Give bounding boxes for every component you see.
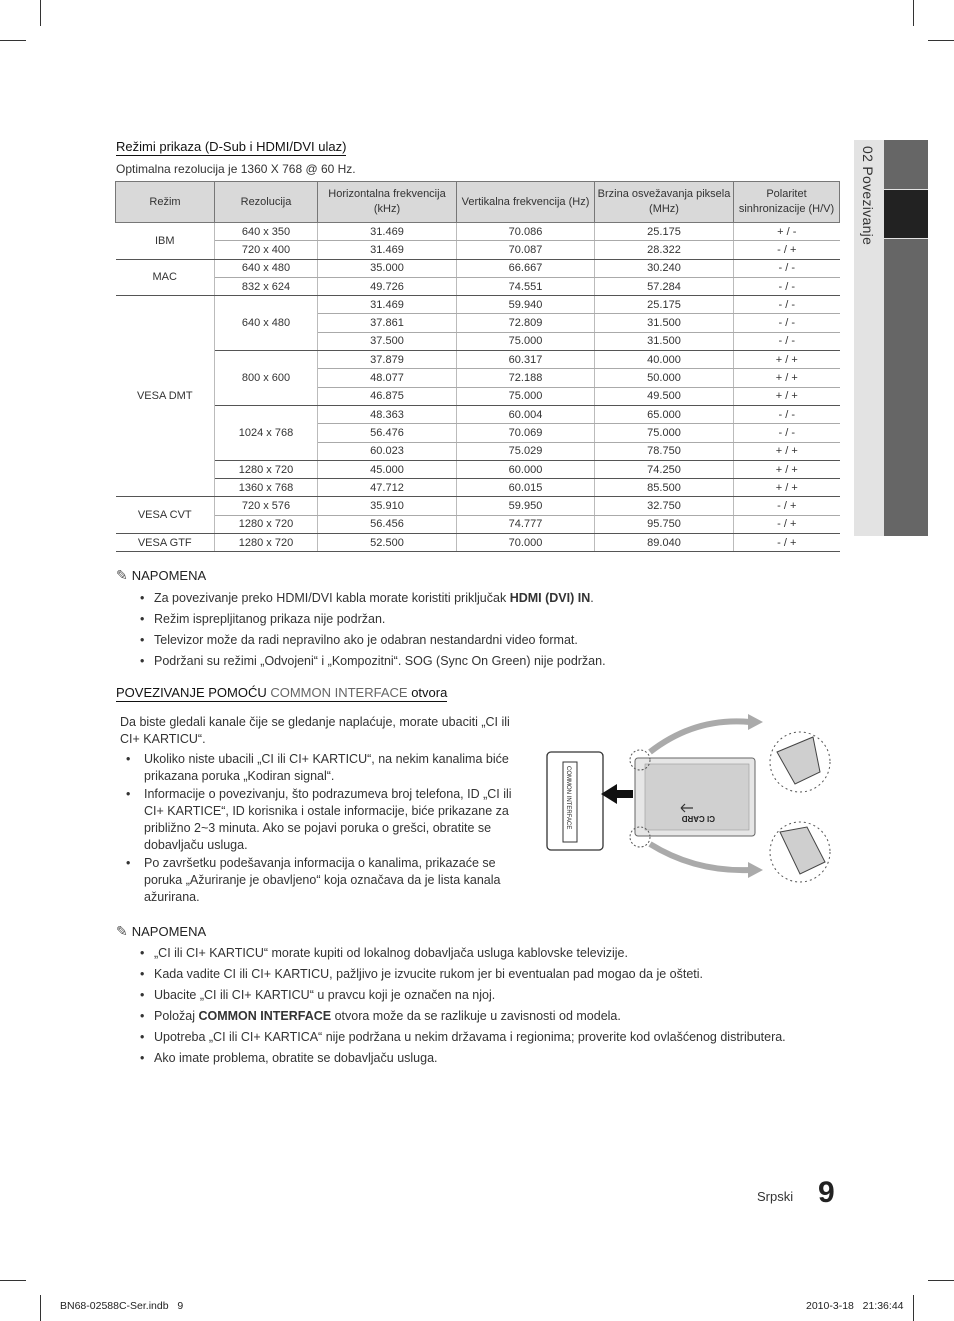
ci-list [120, 751, 530, 907]
column-header: Režim [116, 182, 215, 223]
table-cell: 37.500 [318, 332, 457, 350]
table-cell: 31.469 [318, 241, 457, 259]
table-row [116, 241, 840, 259]
table-row [116, 277, 840, 295]
table-cell: 56.476 [318, 424, 457, 442]
slot-label: COMMON INTERFACE [565, 766, 571, 830]
page-number: 9 [818, 1176, 835, 1209]
display-modes-heading: Režimi prikaza (D-Sub i HDMI/DVI ulaz) [116, 139, 347, 154]
table-row [116, 515, 840, 533]
column-header: Vertikalna frekvencija (Hz) [457, 182, 595, 223]
table-cell: 56.456 [318, 515, 457, 533]
list-item: • Ubacite „CI ili CI+ KARTICU“ u pravcu koji je označen na njoj. [138, 988, 838, 1003]
table-cell: 60.004 [457, 405, 595, 423]
table-header-row [116, 182, 840, 223]
table-row [116, 460, 840, 478]
resolution-cell: 720 x 576 [215, 497, 318, 515]
port-name: HDMI (DVI) IN [509, 591, 591, 605]
slot-name: COMMON INTERFACE [198, 1009, 332, 1023]
table-cell: - / + [734, 534, 840, 552]
table-cell: 70.087 [457, 241, 595, 259]
table-cell: 35.000 [318, 259, 457, 277]
table-cell: 37.861 [318, 314, 457, 332]
list-item: • Kada vadite CI ili CI+ KARTICU, pažljivo je izvucite rukom jer bi eventualan pad mogao da je ošteti. [138, 967, 838, 982]
table-row [116, 223, 840, 241]
column-header: Horizontalna frekvencija (kHz) [318, 182, 457, 223]
note-text: Za povezivanje preko HDMI/DVI kabla morate koristiti priključak [154, 591, 510, 605]
table-cell: 70.086 [457, 223, 595, 241]
note-text: Položaj [154, 1009, 199, 1023]
crop-mark [928, 40, 954, 41]
table-cell: - / - [734, 405, 840, 423]
table-cell: 70.069 [457, 424, 595, 442]
list-item: • Po završetku podešavanja informacija o kanalima, prikazaće se poruka „Ažuriranje je obavljeno“ koja označava da je lista kanala ažurirana. [120, 855, 530, 906]
insert-arrow [601, 784, 633, 804]
ci-card-illustration [545, 712, 840, 892]
table-row [116, 296, 840, 314]
table-row [116, 479, 840, 497]
table-cell: 72.809 [457, 314, 595, 332]
curved-arrow-up [650, 721, 750, 752]
table-cell: 49.726 [318, 277, 457, 295]
table-cell: - / + [734, 497, 840, 515]
table-cell: 75.000 [457, 332, 595, 350]
table-row [116, 497, 840, 515]
card-label: CI CARD [681, 814, 715, 823]
table-cell: 31.500 [595, 332, 734, 350]
resolution-cell: 1280 x 720 [215, 515, 318, 533]
table-cell: 48.363 [318, 405, 457, 423]
table-cell: 40.000 [595, 351, 734, 369]
table-cell: 25.175 [595, 223, 734, 241]
list-item: • Podržani su režimi „Odvojeni“ i „Kompozitni“. SOG (Sync On Green) nije podržan. [138, 654, 838, 669]
ci-heading-text: POVEZIVANJE POMOĆU [116, 685, 271, 700]
list-item: • Ako imate problema, obratite se dobavljaču usluga. [138, 1051, 838, 1066]
list-item: • „CI ili CI+ KARTICU“ morate kupiti od lokalnog dobavljača usluga kablovske televizije. [138, 946, 838, 961]
list-item: • Ukoliko niste ubacili „CI ili CI+ KARTICU“, na nekim kanalima biće prikazana poruka „Kodiran signal“. [120, 751, 530, 785]
table-cell: + / + [734, 387, 840, 405]
table-cell: 85.500 [595, 479, 734, 497]
table-cell: 31.469 [318, 223, 457, 241]
list-item: • Režim isprepljitanog prikaza nije podržan. [138, 612, 838, 627]
chapter-tab-segment-active [884, 190, 928, 238]
table-cell: 30.240 [595, 259, 734, 277]
footer-language: Srpski [757, 1189, 794, 1204]
note-heading [116, 567, 206, 584]
list-item: • Upotreba „CI ili CI+ KARTICA“ nije podržana u nekim državama i regionima; proverite kod ovlašćenog distributera. [138, 1030, 838, 1045]
chapter-tab-segment [884, 239, 928, 536]
ci-heading-text: otvora [407, 685, 448, 700]
table-cell: 75.029 [457, 442, 595, 460]
print-slug-file: BN68-02588C-Ser.indb 9 [60, 1300, 184, 1312]
resolution-cell: 1360 x 768 [215, 479, 318, 497]
table-cell: 50.000 [595, 369, 734, 387]
note-list [138, 946, 838, 1072]
table-cell: + / - [734, 223, 840, 241]
table-cell: 48.077 [318, 369, 457, 387]
table-cell: + / + [734, 460, 840, 478]
table-cell: + / + [734, 369, 840, 387]
table-cell: - / - [734, 259, 840, 277]
display-modes-table [115, 181, 840, 552]
note-text: . [590, 591, 594, 605]
pencil-icon: ✎ [116, 567, 128, 583]
table-cell: - / - [734, 332, 840, 350]
table-row [116, 351, 840, 369]
table-row [116, 534, 840, 552]
crop-mark [0, 40, 26, 41]
resolution-cell: 1280 x 720 [215, 460, 318, 478]
table-cell: 75.000 [595, 424, 734, 442]
resolution-cell: 800 x 600 [215, 351, 318, 406]
mode-cell: VESA GTF [116, 534, 215, 552]
curved-arrow-down-head [748, 862, 763, 878]
print-slug-timestamp: 2010-3-18 21:36:44 [806, 1300, 904, 1312]
table-cell: 78.750 [595, 442, 734, 460]
table-cell: 74.250 [595, 460, 734, 478]
list-item [138, 1009, 838, 1024]
ci-intro: Da biste gledali kanale čije se gledanje naplaćuje, morate ubaciti „CI ili CI+ KARTICU“. [120, 715, 510, 746]
table-cell: 74.777 [457, 515, 595, 533]
resolution-cell: 832 x 624 [215, 277, 318, 295]
table-cell: 59.950 [457, 497, 595, 515]
crop-mark [40, 1295, 41, 1321]
table-cell: 60.317 [457, 351, 595, 369]
table-cell: - / - [734, 424, 840, 442]
table-cell: - / + [734, 515, 840, 533]
ci-heading [116, 685, 447, 702]
resolution-cell: 1024 x 768 [215, 405, 318, 460]
resolution-cell: 1280 x 720 [215, 534, 318, 552]
mode-cell: VESA CVT [116, 497, 215, 534]
table-cell: - / - [734, 296, 840, 314]
crop-mark [913, 0, 914, 26]
crop-mark [913, 1295, 914, 1321]
table-cell: + / + [734, 479, 840, 497]
resolution-cell: 640 x 480 [215, 296, 318, 351]
optimal-resolution-text: Optimalna rezolucija je 1360 X 768 @ 60 Hz. [116, 162, 356, 176]
table-cell: 60.000 [457, 460, 595, 478]
crop-mark [40, 0, 41, 26]
table-cell: 52.500 [318, 534, 457, 552]
column-header: Polaritet sinhronizacije (H/V) [734, 182, 840, 223]
crop-mark [928, 1280, 954, 1281]
mode-cell: IBM [116, 223, 215, 260]
table-row [116, 259, 840, 277]
table-cell: 70.000 [457, 534, 595, 552]
note-text: otvora može da se razlikuje u zavisnosti od modela. [331, 1009, 621, 1023]
curved-arrow-down [650, 844, 750, 870]
column-header: Rezolucija [215, 182, 318, 223]
chapter-tab-label: 02 Povezivanje [860, 146, 876, 246]
note-title: NAPOMENA [131, 924, 207, 939]
note-title: NAPOMENA [131, 568, 207, 583]
table-cell: 72.188 [457, 369, 595, 387]
table-cell: + / + [734, 351, 840, 369]
table-cell: 95.750 [595, 515, 734, 533]
column-header: Brzina osvežavanja piksela (MHz) [595, 182, 734, 223]
table-cell: 45.000 [318, 460, 457, 478]
note-heading [116, 923, 206, 940]
table-row [116, 405, 840, 423]
table-cell: - / - [734, 314, 840, 332]
table-cell: 60.015 [457, 479, 595, 497]
resolution-cell: 640 x 480 [215, 259, 318, 277]
mode-cell: MAC [116, 259, 215, 296]
table-cell: + / + [734, 442, 840, 460]
table-cell: 32.750 [595, 497, 734, 515]
table-cell: 57.284 [595, 277, 734, 295]
mode-cell: VESA DMT [116, 296, 215, 497]
table-cell: - / + [734, 241, 840, 259]
note-list [138, 591, 838, 675]
table-cell: 65.000 [595, 405, 734, 423]
table-cell: - / - [734, 277, 840, 295]
table-cell: 35.910 [318, 497, 457, 515]
table-cell: 75.000 [457, 387, 595, 405]
table-cell: 60.023 [318, 442, 457, 460]
list-item: • Televizor može da radi nepravilno ako je odabran nestandardni video format. [138, 633, 838, 648]
table-cell: 28.322 [595, 241, 734, 259]
table-cell: 25.175 [595, 296, 734, 314]
table-cell: 46.875 [318, 387, 457, 405]
pencil-icon: ✎ [116, 923, 128, 939]
table-cell: 49.500 [595, 387, 734, 405]
list-item [138, 591, 838, 606]
table-cell: 59.940 [457, 296, 595, 314]
table-cell: 47.712 [318, 479, 457, 497]
list-item: • Informacije o povezivanju, što podrazumeva broj telefona, ID „CI ili CI+ KARTICE“, ID korisnika i ostale informacije, biće prikazane za približno 2~3 minuta. Ako se pojavi poruka o grešci, obratite se dobavljaču usluga. [120, 786, 530, 854]
ci-heading-highlight: COMMON INTERFACE [270, 685, 408, 700]
table-cell: 37.879 [318, 351, 457, 369]
table-cell: 89.040 [595, 534, 734, 552]
curved-arrow-up-head [748, 714, 763, 730]
table-cell: 31.469 [318, 296, 457, 314]
table-cell: 66.667 [457, 259, 595, 277]
resolution-cell: 640 x 350 [215, 223, 318, 241]
table-cell: 74.551 [457, 277, 595, 295]
table-cell: 31.500 [595, 314, 734, 332]
resolution-cell: 720 x 400 [215, 241, 318, 259]
crop-mark [0, 1280, 26, 1281]
chapter-tab-segment [884, 140, 928, 189]
